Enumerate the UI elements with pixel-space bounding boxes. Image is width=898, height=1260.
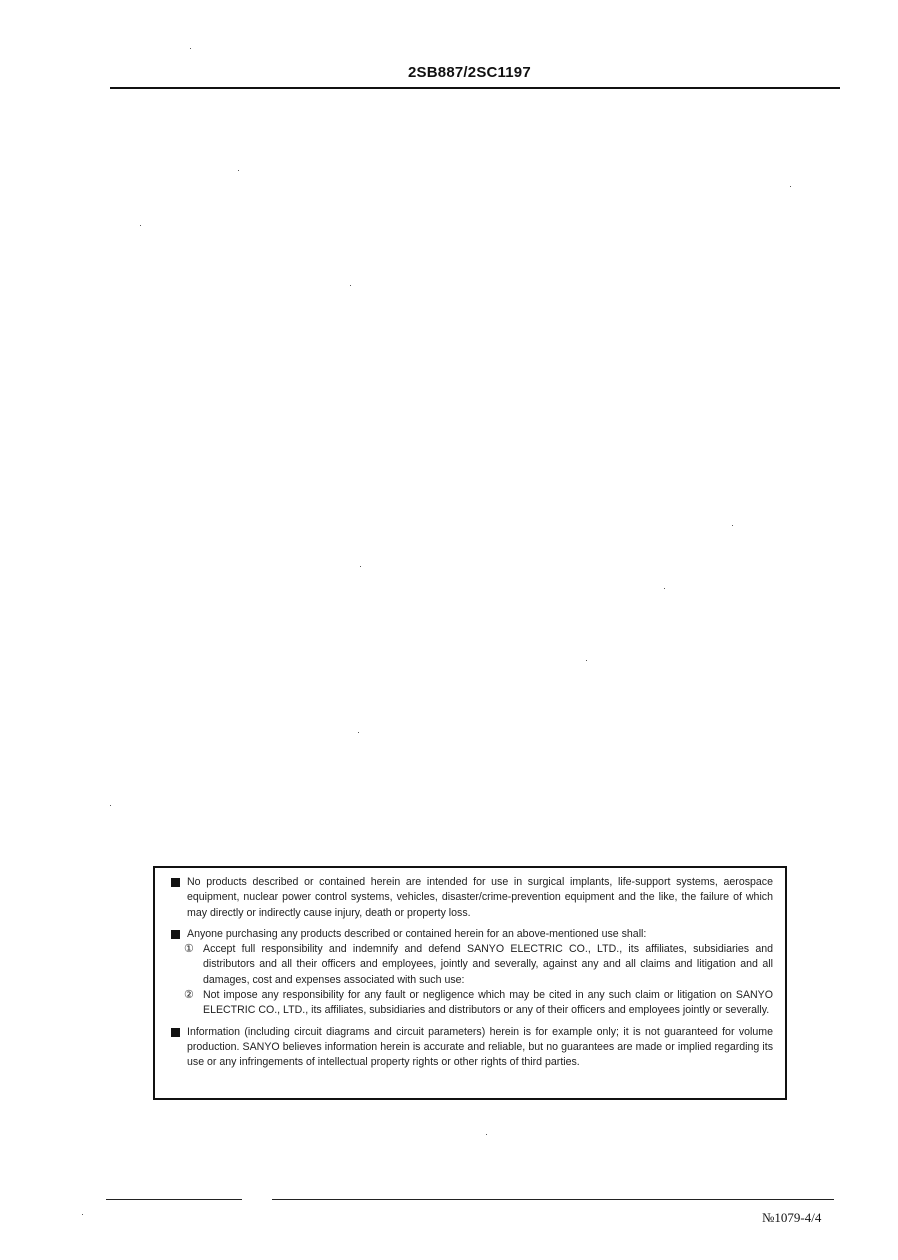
- circled-number-2: ②: [184, 989, 194, 1002]
- scan-speck: [586, 660, 587, 661]
- square-bullet-icon: [171, 878, 180, 887]
- header-rule: [110, 87, 840, 89]
- scan-speck: [350, 285, 351, 286]
- notice-subitem-text: Not impose any responsibility for any fault or negligence which may be cited in any such claim or litigation on SANYO ELECTRIC CO., LTD., its affiliates, subsidiaries and distributors or any of their officers and employees jointly or severally.: [203, 989, 773, 1017]
- notice-subitem-text: Accept full responsibility and indemnify and defend SANYO ELECTRIC CO., LTD., its affiliates, subsidiaries and distributors and all their officers and employees, jointly and severally, against any and all claims and litigation and all damages, cost and expenses associated with such use:: [203, 943, 773, 986]
- scan-speck: [358, 732, 359, 733]
- page-number: №1079-4/4: [762, 1210, 822, 1225]
- footer-rule: [272, 1199, 834, 1200]
- scan-speck: [360, 566, 361, 567]
- notice-item-text: No products described or contained herein are intended for use in surgical implants, life-support systems, aerospace equipment, nuclear power control systems, vehicles, disaster/crime-prevention equipment and the like, the failure of which may directly or indirectly cause injury, death or property loss.: [187, 876, 773, 919]
- notice-item-medical-use: [169, 875, 773, 921]
- notice-subitem-1: [169, 942, 773, 988]
- scan-speck: [140, 225, 141, 226]
- scan-speck: [732, 525, 733, 526]
- scan-speck: [664, 588, 665, 589]
- circled-number-1: ①: [184, 943, 194, 956]
- square-bullet-icon: [171, 930, 180, 939]
- notice-item-text: Information (including circuit diagrams and circuit parameters) herein is for example only; it is not guaranteed for volume production. SANYO believes information herein is accurate and reliable, but no guarantees are made or implied regarding its use or any infringements of intellectual property rights or other rights of third parties.: [187, 1025, 773, 1069]
- scan-speck: [486, 1134, 487, 1135]
- notice-item-text: Anyone purchasing any products described or contained herein for an above-mentioned use shall:: [187, 927, 647, 940]
- notice-item-purchaser-obligations: [169, 927, 773, 1019]
- scan-speck: [82, 1214, 83, 1215]
- scan-speck: [110, 805, 111, 806]
- disclaimer-notice-box: [153, 866, 787, 1100]
- notice-subitem-2: [169, 988, 773, 1019]
- square-bullet-icon: [171, 1028, 180, 1037]
- footer-rule: [106, 1199, 242, 1200]
- scan-speck: [238, 170, 239, 171]
- scan-speck: [790, 186, 791, 187]
- page-title: 2SB887/2SC1197: [408, 64, 531, 81]
- scan-speck: [190, 48, 191, 49]
- notice-item-information-disclaimer: [169, 1025, 773, 1071]
